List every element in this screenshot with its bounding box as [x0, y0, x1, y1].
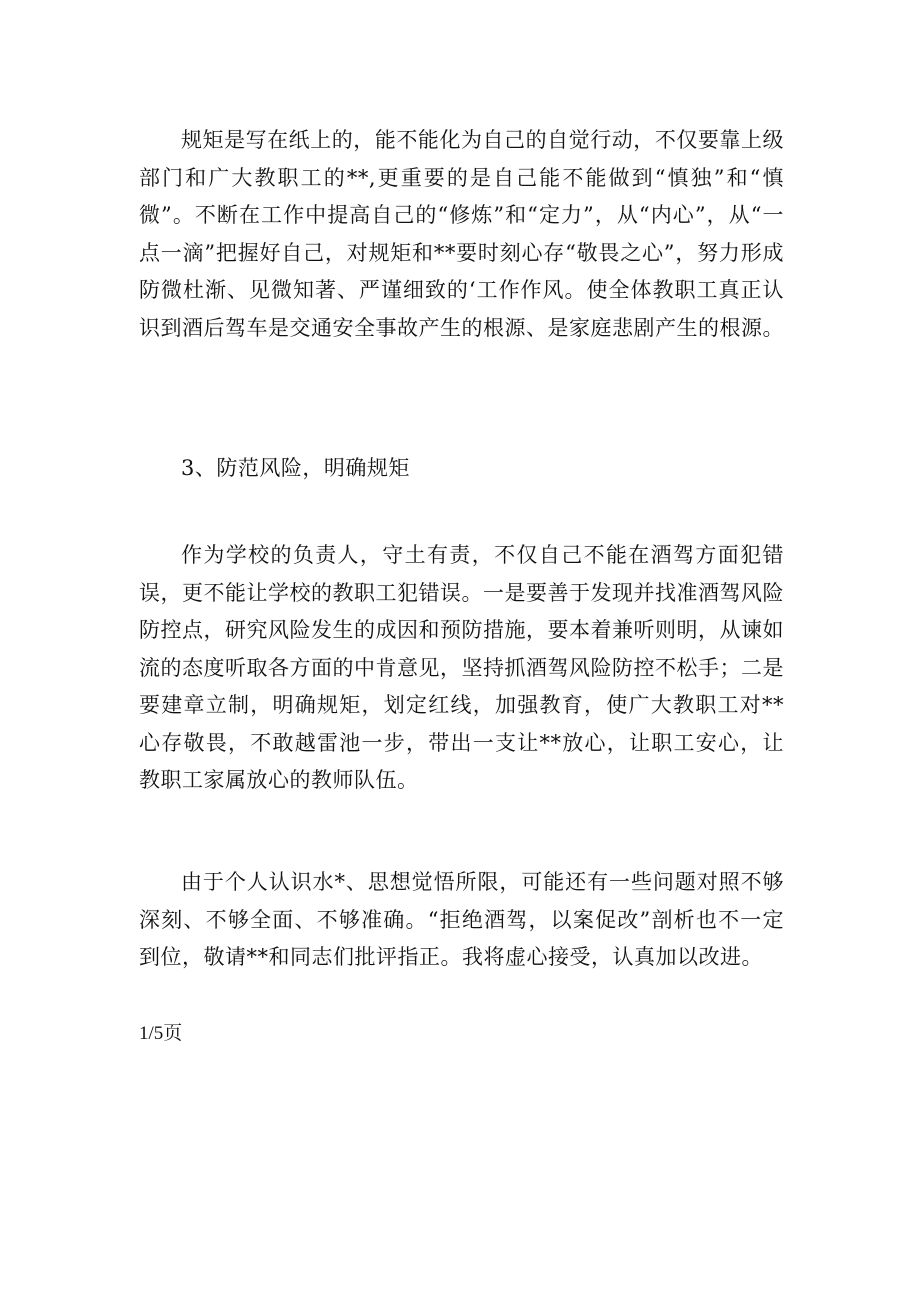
body-paragraph: 作为学校的负责人，守土有责，不仅自己不能在酒驾方面犯错误，更不能让学校的教职工犯错误。一是要善于发现并找准酒驾风险防控点，研究风险发生的成因和预防措施，要本着兼听则明，从谏如流的态度听取各方面的中肯意见，坚持抓酒驾风险防控不松手；二是要建章立制，明确规矩，划定红线，加强教育，使广大教职工对**心存敬畏，不敢越雷池一步，带出一支让**放心，让职工安心，让教职工家属放心的教师队伍。 — [139, 543, 784, 792]
body-paragraph: 规矩是写在纸上的，能不能化为自己的自觉行动，不仅要靠上级部门和广大教职工的**,更重要的是自己能不能做到“慎独”和“慎微”。不断在工作中提高自己的“修炼”和“定力”，从“内心”，从“一点一滴”把握好自己，对规矩和**要时刻心存“敬畏之心”，努力形成防微杜渐、见微知著、严谨细致的‘工作作风。使全体教职工真正认识到酒后驾车是交通安全事故产生的根源、是家庭悲剧产生的根源。 — [139, 128, 784, 340]
section-heading: 3、防范风险，明确规矩 — [181, 456, 410, 480]
page-number: 1/5页 — [139, 1023, 183, 1044]
body-paragraph: 由于个人认识水*、思想觉悟所限，可能还有一些问题对照不够深刻、不够全面、不够准确。“拒绝酒驾，以案促改”剖析也不一定到位，敬请**和同志们批评指正。我将虚心接受，认真加以改进。 — [139, 870, 784, 969]
